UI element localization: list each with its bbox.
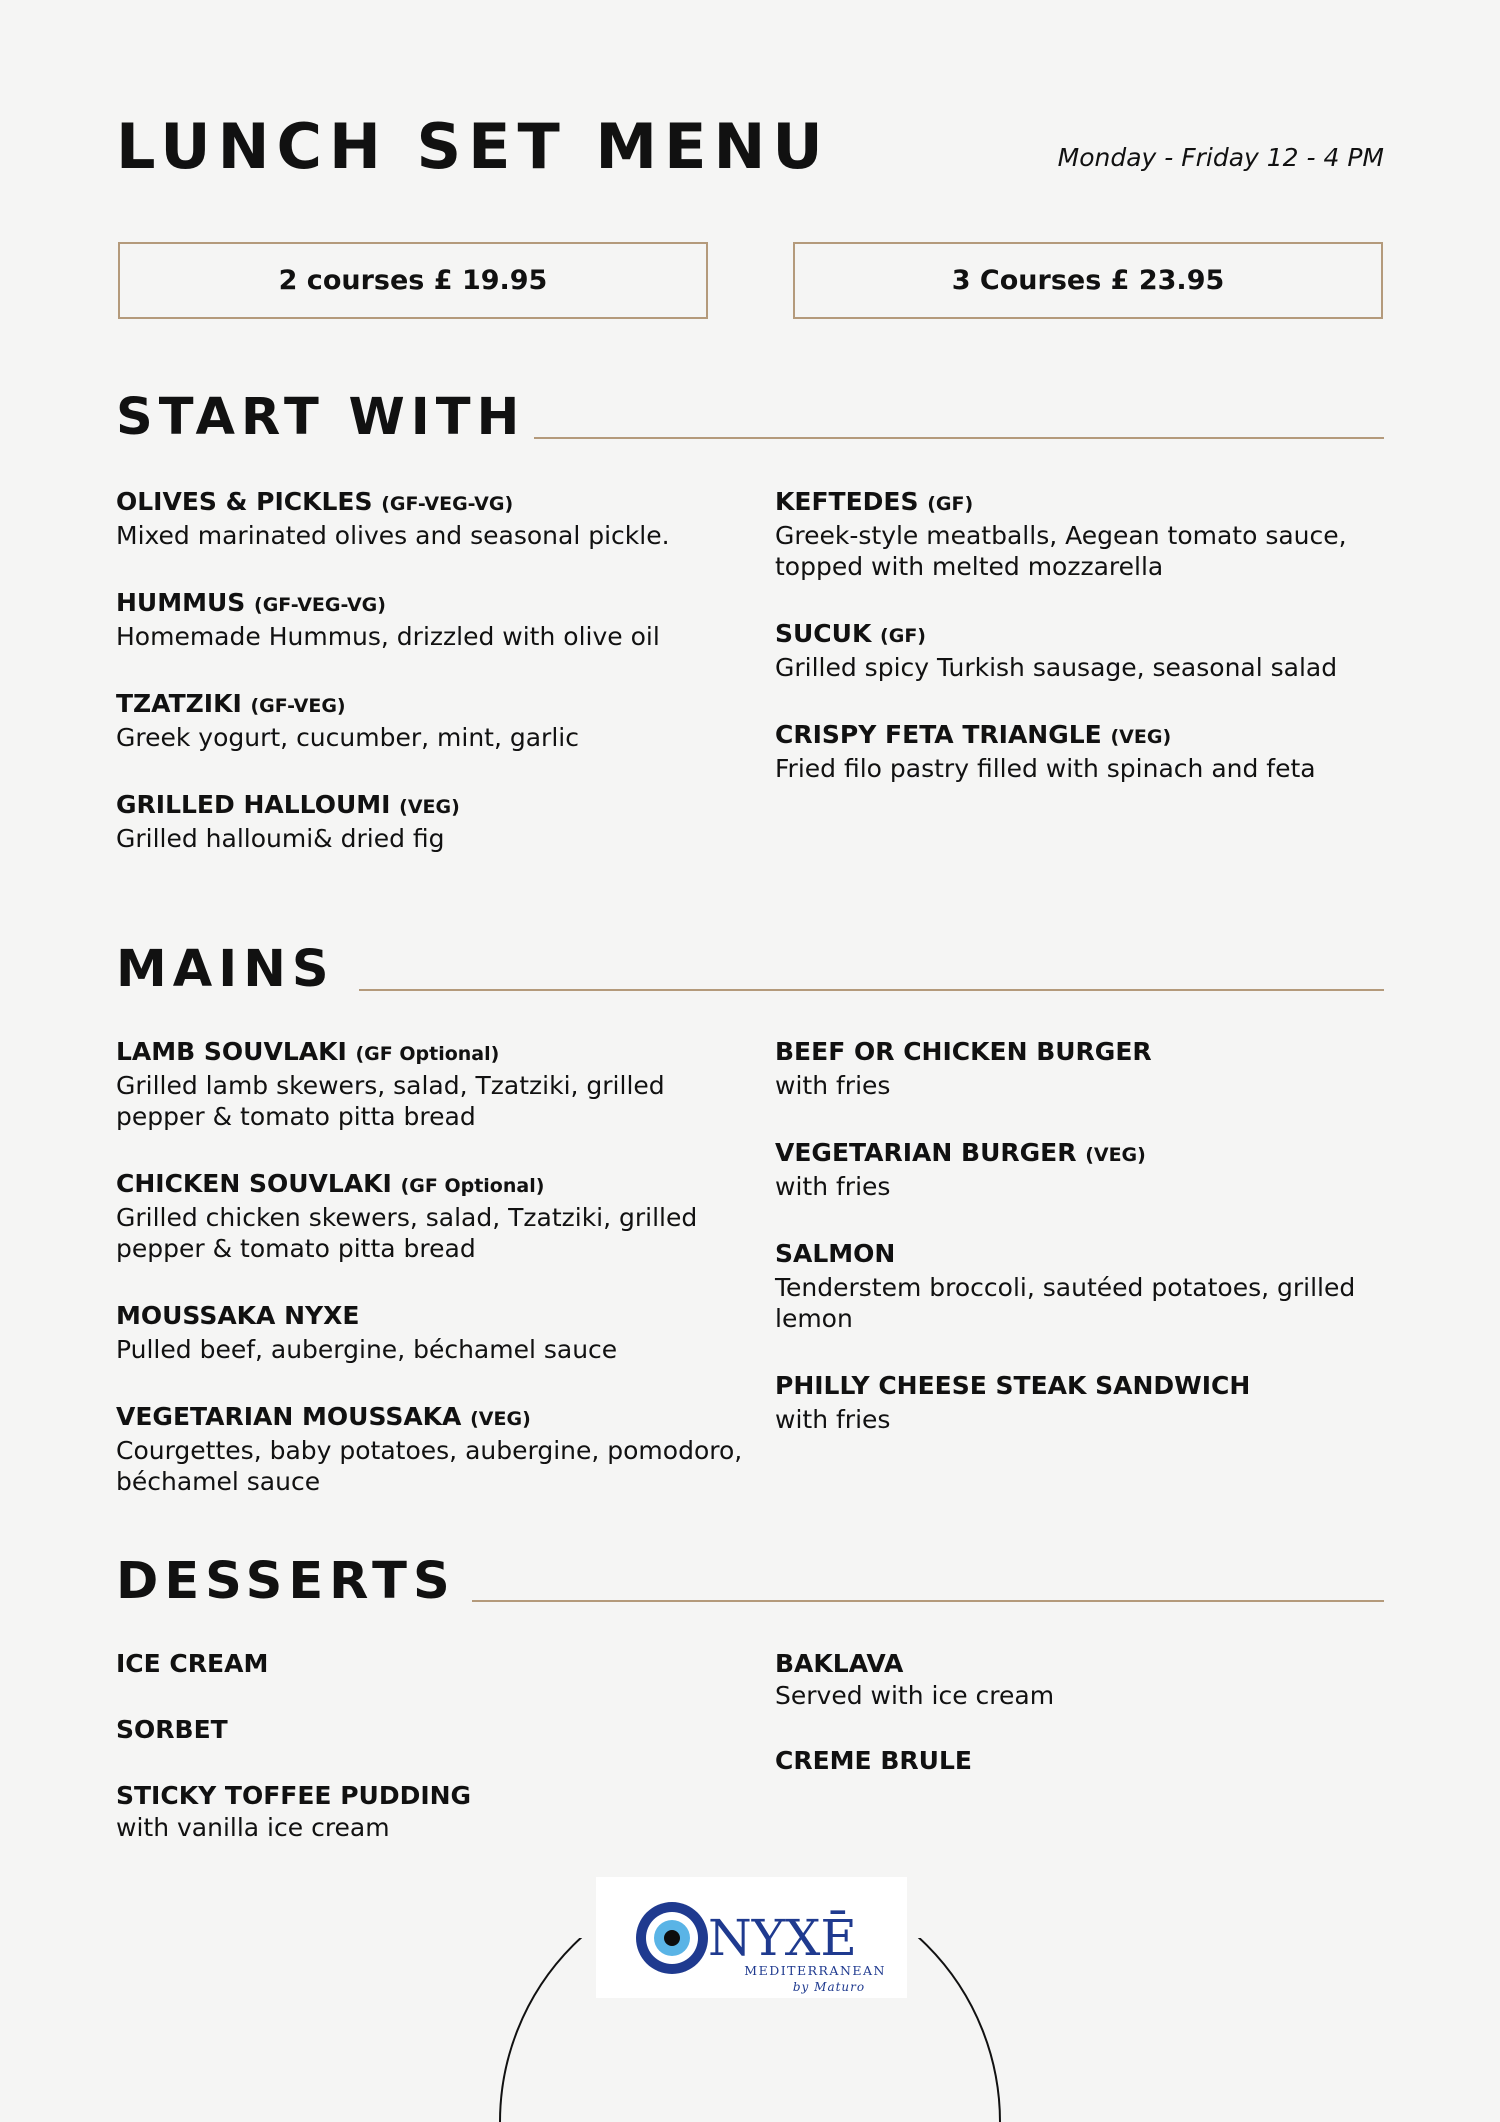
logo-subtitle: MEDITERRANEAN (744, 1963, 886, 1978)
menu-item (775, 719, 1405, 784)
menu-item (116, 1648, 746, 1680)
item-name: STICKY TOFFEE PUDDING (116, 1781, 472, 1810)
item-name: CRISPY FETA TRIANGLE (775, 720, 1102, 749)
logo-byline: by Maturo (792, 1980, 866, 1994)
section-divider-start (534, 437, 1384, 439)
item-name: ICE CREAM (116, 1649, 269, 1678)
section-divider-mains (359, 989, 1384, 991)
menu-item (775, 618, 1405, 683)
item-description: Tenderstem broccoli, sautéed potatoes, grilled lemon (775, 1273, 1356, 1333)
logo-graphic (596, 1877, 907, 1998)
price-three-courses-label: 3 Courses £ 23.95 (951, 265, 1225, 296)
menu-item (775, 1036, 1405, 1101)
start-left-column (116, 486, 746, 890)
item-dietary-tag: (VEG) (1085, 1144, 1146, 1166)
menu-item (116, 1714, 746, 1746)
menu-item (775, 1137, 1405, 1202)
item-dietary-tag: (GF-VEG) (250, 695, 346, 717)
menu-item (775, 1238, 1405, 1334)
start-right-column (775, 486, 1405, 820)
price-three-courses (793, 242, 1383, 319)
mains-left-column (116, 1036, 746, 1533)
page-title: LUNCH SET MENU (116, 110, 830, 183)
menu-item (775, 1370, 1405, 1435)
section-title-start: START WITH (116, 388, 526, 447)
item-dietary-tag: (GF-VEG-VG) (254, 594, 386, 616)
item-description: with vanilla ice cream (116, 1813, 390, 1842)
item-dietary-tag: (GF Optional) (355, 1043, 500, 1065)
item-name: CHICKEN SOUVLAKI (116, 1169, 392, 1198)
brand-logo (596, 1877, 907, 1998)
item-description: Grilled spicy Turkish sausage, seasonal salad (775, 653, 1338, 682)
desserts-left-column (116, 1648, 746, 1877)
item-description: Greek-style meatballs, Aegean tomato sauce, topped with melted mozzarella (775, 521, 1347, 581)
item-name: LAMB SOUVLAKI (116, 1037, 347, 1066)
menu-item (116, 789, 746, 854)
item-name: MOUSSAKA NYXE (116, 1301, 360, 1330)
item-description: with fries (775, 1405, 891, 1434)
menu-item (116, 1036, 746, 1132)
item-description: Greek yogurt, cucumber, mint, garlic (116, 723, 579, 752)
price-two-courses-label: 2 courses £ 19.95 (278, 265, 548, 296)
section-title-mains: MAINS (116, 940, 335, 999)
item-description: Served with ice cream (775, 1681, 1055, 1710)
item-dietary-tag: (VEG) (399, 796, 460, 818)
item-description: Homemade Hummus, drizzled with olive oil (116, 622, 660, 651)
menu-item (116, 1401, 746, 1497)
item-description: Pulled beef, aubergine, béchamel sauce (116, 1335, 618, 1364)
item-description: Fried filo pastry filled with spinach and feta (775, 754, 1316, 783)
item-description: Grilled halloumi& dried fig (116, 824, 445, 853)
item-dietary-tag: (VEG) (1110, 726, 1172, 748)
item-name: TZATZIKI (116, 689, 242, 718)
menu-item (116, 1168, 746, 1264)
item-name: VEGETARIAN MOUSSAKA (116, 1402, 462, 1431)
menu-item (116, 1300, 746, 1365)
item-name: KEFTEDES (775, 487, 919, 516)
item-dietary-tag: (VEG) (470, 1408, 531, 1430)
item-description: Grilled lamb skewers, salad, Tzatziki, grilled pepper & tomato pitta bread (116, 1071, 665, 1131)
item-name: SALMON (775, 1239, 896, 1268)
item-description: Mixed marinated olives and seasonal pickle. (116, 521, 670, 550)
item-description: with fries (775, 1071, 891, 1100)
item-name: CREME BRULE (775, 1746, 972, 1775)
item-description: Courgettes, baby potatoes, aubergine, pomodoro, béchamel sauce (116, 1436, 743, 1496)
menu-item (116, 486, 746, 551)
item-description: with fries (775, 1172, 891, 1201)
menu-item (775, 1648, 1405, 1711)
item-name: BAKLAVA (775, 1649, 904, 1678)
item-name: HUMMUS (116, 588, 246, 617)
section-divider-desserts (472, 1600, 1384, 1602)
opening-hours: Monday - Friday 12 - 4 PM (1057, 143, 1384, 172)
price-two-courses (118, 242, 708, 319)
item-name: OLIVES & PICKLES (116, 487, 373, 516)
item-name: BEEF OR CHICKEN BURGER (775, 1037, 1152, 1066)
menu-item (116, 587, 746, 652)
item-name: PHILLY CHEESE STEAK SANDWICH (775, 1371, 1251, 1400)
evil-eye-icon (636, 1902, 708, 1974)
logo-brand-text: NYXĒ (708, 1909, 857, 1967)
mains-right-column (775, 1036, 1405, 1471)
item-name: SUCUK (775, 619, 872, 648)
item-name: VEGETARIAN BURGER (775, 1138, 1077, 1167)
menu-item (775, 1745, 1405, 1777)
desserts-right-column (775, 1648, 1405, 1811)
item-name: SORBET (116, 1715, 228, 1744)
item-dietary-tag: (GF-VEG-VG) (381, 493, 514, 515)
item-description: Grilled chicken skewers, salad, Tzatziki, grilled pepper & tomato pitta bread (116, 1203, 698, 1263)
menu-item (116, 688, 746, 753)
item-dietary-tag: (GF Optional) (400, 1175, 545, 1197)
menu-item (116, 1780, 746, 1843)
item-dietary-tag: (GF) (880, 625, 926, 647)
menu-item (775, 486, 1405, 582)
item-dietary-tag: (GF) (927, 493, 974, 515)
item-name: GRILLED HALLOUMI (116, 790, 391, 819)
section-title-desserts: DESSERTS (116, 1552, 456, 1611)
